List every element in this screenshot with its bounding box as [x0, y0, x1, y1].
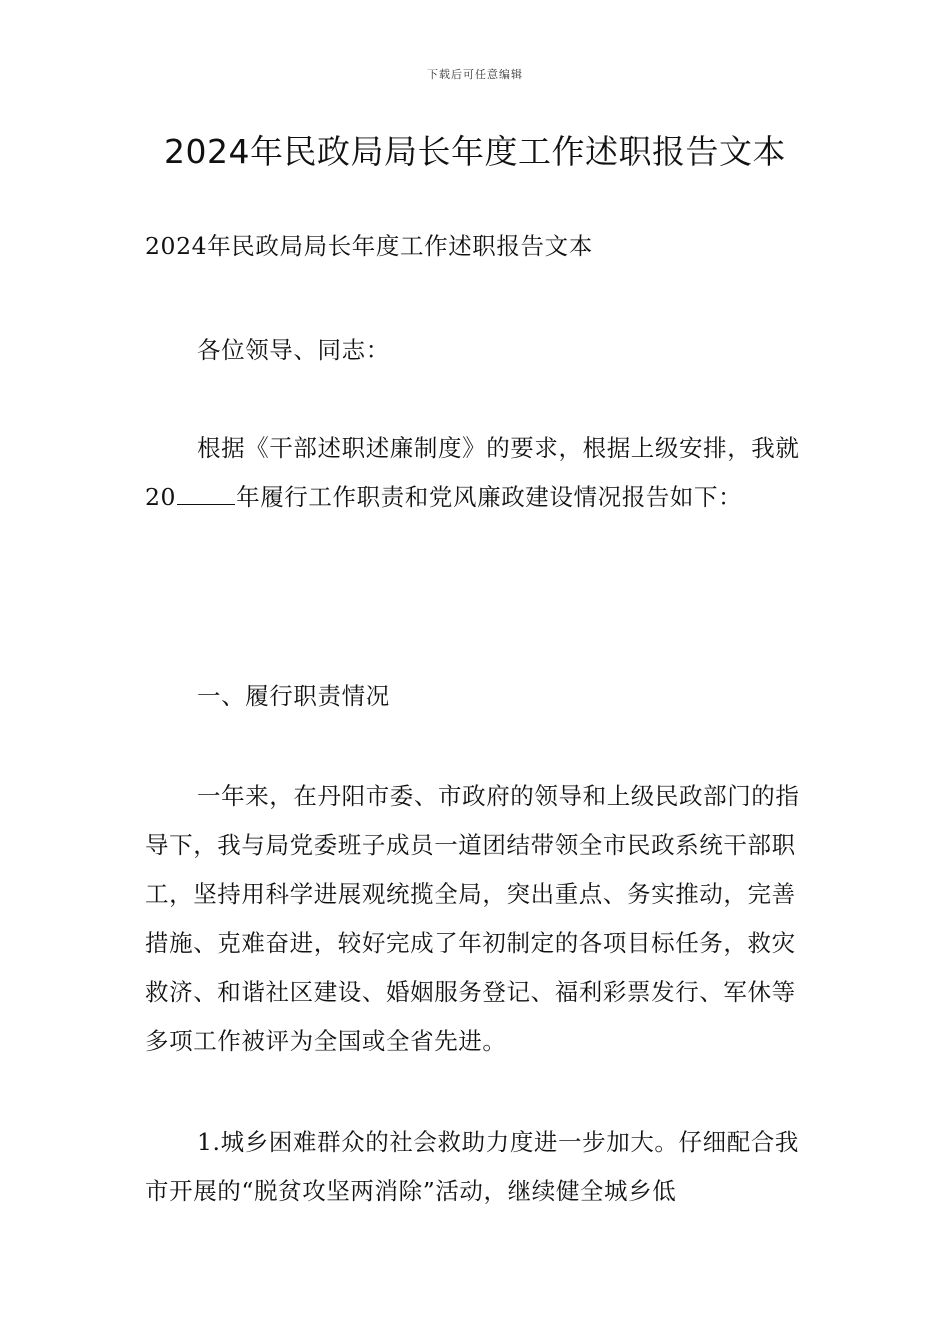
section1-heading: 一、履行职责情况 [197, 682, 390, 710]
year-blank-line [177, 482, 235, 505]
header-note: 下载后可任意编辑 [427, 68, 523, 81]
item1-paragraph: 1.城乡困难群众的社会救助力度进一步加大。仔细配合我市开展的“脱贫攻坚两消除”活动，继续健全城乡低 [145, 1128, 800, 1205]
document-title: 2024年民政局局长年度工作述职报告文本 [164, 132, 786, 171]
intro-text-part1: 根据《干部述职述廉制度》的要求，根据上级安排，我就20 [145, 434, 800, 511]
intro-text-part2: 年履行工作职责和党风廉政建设情况报告如下： [236, 483, 743, 511]
section1-paragraph: 一年来，在丹阳市委、市政府的领导和上级民政部门的指导下，我与局党委班子成员一道团结带领全市民政系统干部职工，坚持用科学进展观统揽全局，突出重点、务实推动，完善措施、克难奋进，较好完成了年初制定的各项目标任务，救灾救济、和谐社区建设、婚姻服务登记、福利彩票发行、军休等多项工作被评为全国或全省先进。 [145, 782, 800, 1055]
greeting: 各位领导、同志： [197, 336, 390, 364]
document-subtitle: 2024年民政局局长年度工作述职报告文本 [145, 232, 593, 260]
intro-paragraph [145, 424, 810, 522]
